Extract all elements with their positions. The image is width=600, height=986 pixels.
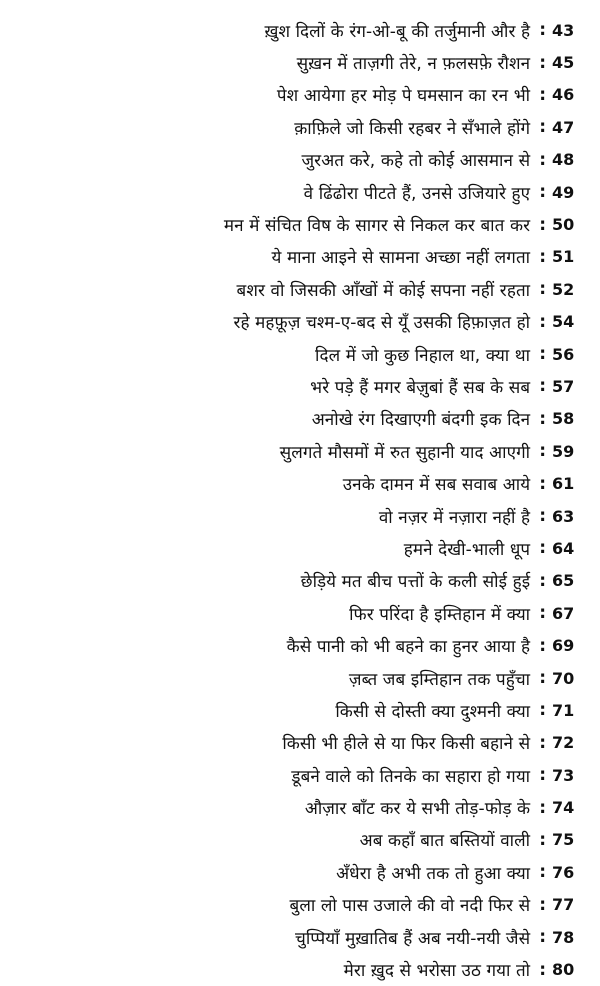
toc-separator: :	[539, 538, 546, 559]
toc-entry[interactable]	[0, 338, 600, 370]
toc-entry-title: किसी भी हीले से या फिर किसी बहाने से	[282, 734, 531, 755]
toc-entry-title: मेरा ख़ुद से भरोसा उठ गया तो	[343, 961, 531, 982]
toc-separator: :	[539, 20, 546, 41]
toc-entry[interactable]	[0, 306, 600, 338]
toc-entry-page: 65	[552, 571, 575, 591]
toc-entry-title: हमने देखी-भाली धूप	[403, 539, 531, 560]
toc-entry-page: 54	[552, 312, 575, 332]
toc-entry-title: ये माना आइने से सामना अच्छा नहीं लगता	[271, 248, 531, 269]
toc-entry-title: ख़ुश दिलों के रंग-ओ-बू की तर्जुमानी और है	[264, 21, 531, 42]
toc-entry-page: 75	[552, 830, 575, 850]
toc-separator: :	[539, 441, 546, 462]
toc-entry-title: औज़ार बाँट कर ये सभी तोड़-फोड़ के	[304, 799, 531, 820]
toc-entry-page: 77	[552, 895, 575, 915]
toc-entry-title: अँधेरा है अभी तक तो हुआ क्या	[336, 863, 531, 884]
toc-entry-title: कैसे पानी को भी बहने का हुनर आया है	[286, 637, 531, 658]
toc-entry[interactable]	[0, 403, 600, 435]
toc-entry[interactable]	[0, 176, 600, 208]
toc-entry-title: क़ाफ़िले जो किसी रहबर ने सँभाले होंगे	[294, 118, 531, 139]
toc-separator: :	[539, 894, 546, 915]
toc-separator: :	[539, 603, 546, 624]
toc-entry-page: 58	[552, 409, 575, 429]
toc-entry-page: 43	[552, 20, 575, 40]
toc-separator: :	[539, 473, 546, 494]
toc-entry[interactable]	[0, 727, 600, 759]
toc-separator: :	[539, 408, 546, 429]
toc-separator: :	[539, 959, 546, 980]
toc-entry-page: 73	[552, 765, 575, 785]
toc-entry-page: 56	[552, 344, 575, 364]
toc-entry[interactable]	[0, 241, 600, 273]
toc-entry[interactable]	[0, 889, 600, 921]
toc-entry-page: 45	[552, 53, 575, 73]
toc-entry-page: 49	[552, 182, 575, 202]
toc-entry-title: सुलगते मौसमों में रुत सुहानी याद आएगी	[279, 442, 531, 463]
toc-entry-page: 78	[552, 927, 575, 947]
toc-entry[interactable]	[0, 629, 600, 661]
toc-entry-title: दिल में जो कुछ निहाल था, क्या था	[315, 345, 531, 366]
toc-separator: :	[539, 376, 546, 397]
toc-separator: :	[539, 797, 546, 818]
toc-entry-title: डूबने वाले को तिनके का सहारा हो गया	[291, 766, 531, 787]
toc-entry-title: बुला लो पास उजाले की वो नदी फिर से	[289, 896, 531, 917]
toc-entry-page: 52	[552, 279, 575, 299]
toc-separator: :	[539, 311, 546, 332]
toc-entry[interactable]	[0, 759, 600, 791]
toc-entry-title: वे ढिंढोरा पीटते हैं, उनसे उजियारे हुए	[303, 183, 531, 204]
toc-entry[interactable]	[0, 111, 600, 143]
toc-entry[interactable]	[0, 856, 600, 888]
toc-entry-page: 69	[552, 636, 575, 656]
toc-separator: :	[539, 52, 546, 73]
toc-entry-page: 47	[552, 117, 575, 137]
toc-separator: :	[539, 765, 546, 786]
toc-entry-page: 48	[552, 150, 575, 170]
toc-separator: :	[539, 927, 546, 948]
toc-entry-title: किसी से दोस्ती क्या दुश्मनी क्या	[335, 701, 531, 722]
toc-entry-title: रहे महफ़ूज़ चश्म-ए-बद से यूँ उसकी हिफ़ाज़त हो	[233, 313, 531, 334]
toc-entry[interactable]	[0, 694, 600, 726]
toc-entry-page: 67	[552, 603, 575, 623]
toc-separator: :	[539, 732, 546, 753]
toc-separator: :	[539, 279, 546, 300]
toc-entry-title: बशर वो जिसकी आँखों में कोई सपना नहीं रहता	[236, 280, 531, 301]
toc-entry[interactable]	[0, 435, 600, 467]
toc-entry[interactable]	[0, 46, 600, 78]
toc-entry[interactable]	[0, 467, 600, 499]
toc-entry-page: 59	[552, 441, 575, 461]
toc-entry[interactable]	[0, 208, 600, 240]
toc-entry[interactable]	[0, 597, 600, 629]
toc-entry[interactable]	[0, 370, 600, 402]
toc-entry-page: 72	[552, 733, 575, 753]
toc-separator: :	[539, 117, 546, 138]
toc-entry-page: 70	[552, 668, 575, 688]
toc-entry-title: जुरअत करे, कहे तो कोई आसमान से	[301, 151, 531, 172]
toc-separator: :	[539, 84, 546, 105]
toc-separator: :	[539, 668, 546, 688]
toc-entry[interactable]	[0, 500, 600, 532]
toc-entry-title: चुप्पियाँ मुख़ातिब हैं अब नयी-नयी जैसे	[294, 928, 531, 949]
toc-entry-title: छेड़िये मत बीच पत्तों के कली सोई हुई	[300, 572, 531, 593]
toc-entry[interactable]	[0, 953, 600, 985]
toc-entry[interactable]	[0, 273, 600, 305]
toc-entry-page: 80	[552, 960, 575, 980]
table-of-contents	[0, 14, 600, 986]
toc-entry[interactable]	[0, 791, 600, 823]
toc-separator: :	[539, 829, 546, 850]
toc-entry-title: अनोखे रंग दिखाएगी बंदगी इक दिन	[311, 410, 531, 431]
toc-entry-title: उनके दामन में सब सवाब आये	[342, 475, 531, 496]
toc-entry-title: मन में संचित विष के सागर से निकल कर बात कर	[223, 216, 531, 237]
toc-entry-page: 61	[552, 474, 575, 494]
toc-entry-title: फिर परिंदा है इम्तिहान में क्या	[349, 604, 531, 625]
toc-entry-title: पेश आयेगा हर मोड़ पे घमसान का रन भी	[276, 86, 531, 107]
toc-entry-page: 46	[552, 85, 575, 105]
toc-entry[interactable]	[0, 565, 600, 597]
toc-separator: :	[539, 570, 546, 591]
toc-entry[interactable]	[0, 144, 600, 176]
toc-entry[interactable]	[0, 532, 600, 564]
toc-entry-title: सुख़न में ताज़गी तेरे, न फ़लसफ़े रौशन	[296, 54, 531, 75]
toc-entry[interactable]	[0, 824, 600, 856]
toc-separator: :	[539, 344, 546, 365]
toc-entry[interactable]	[0, 921, 600, 953]
toc-entry-page: 74	[552, 798, 575, 818]
toc-separator: :	[539, 182, 546, 203]
toc-entry-title: ज़ब्त जब इम्तिहान तक पहुँचा	[348, 669, 531, 690]
toc-entry-title: वो नज़र में नज़ारा नहीं है	[378, 507, 531, 528]
toc-entry-page: 71	[552, 700, 575, 720]
toc-entry-page: 76	[552, 862, 575, 882]
toc-entry[interactable]	[0, 14, 600, 46]
toc-entry-page: 63	[552, 506, 575, 526]
toc-separator: :	[539, 214, 546, 235]
toc-separator: :	[539, 700, 546, 721]
toc-separator: :	[539, 506, 546, 527]
toc-entry[interactable]	[0, 662, 600, 694]
toc-entry-title: भरे पड़े हैं मगर बेज़ुबां हैं सब के सब	[310, 377, 531, 398]
toc-separator: :	[539, 635, 546, 656]
toc-separator: :	[539, 862, 546, 883]
toc-entry-title: अब कहाँ बात बस्तियों वाली	[359, 831, 531, 852]
toc-entry-page: 57	[552, 376, 575, 396]
toc-separator: :	[539, 149, 546, 170]
toc-entry-page: 64	[552, 538, 575, 558]
toc-entry-page: 50	[552, 215, 575, 235]
toc-separator: :	[539, 246, 546, 267]
toc-entry[interactable]	[0, 79, 600, 111]
toc-entry-page: 51	[552, 247, 575, 267]
